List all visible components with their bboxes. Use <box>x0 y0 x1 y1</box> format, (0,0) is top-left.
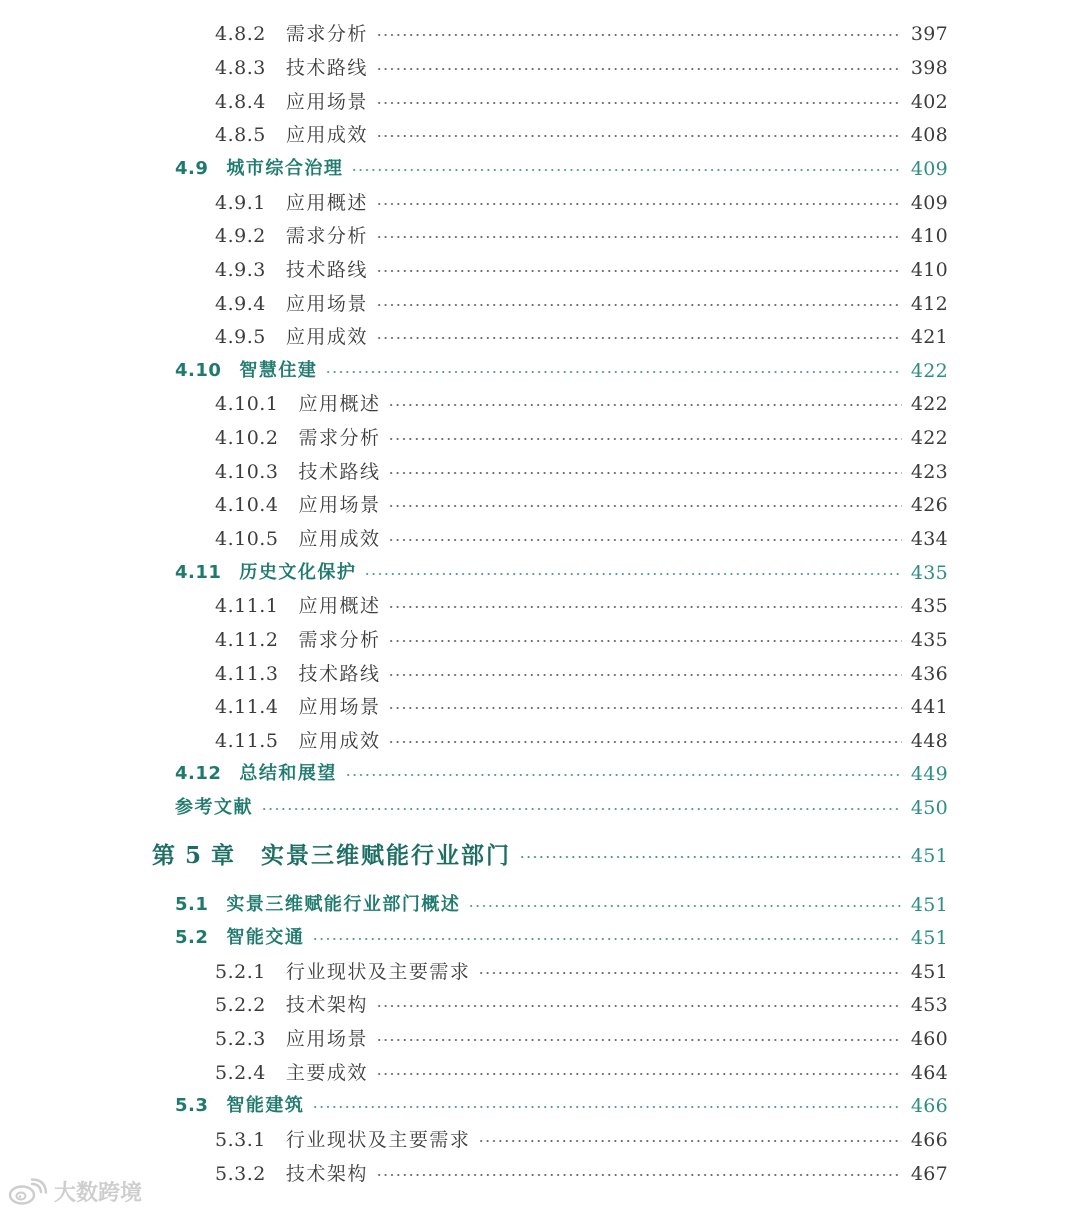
toc-entry[interactable] <box>0 589 1080 623</box>
section-number: 4.9 <box>175 158 209 179</box>
entry-page: 435 <box>910 595 948 617</box>
dot-leader <box>312 1106 902 1108</box>
entry-page: 467 <box>910 1163 948 1185</box>
toc-entry[interactable] <box>0 287 1080 321</box>
entry-page: 453 <box>910 994 948 1016</box>
references-title: 参考文献 <box>175 797 253 818</box>
entry-title: 应用概述 <box>298 393 381 415</box>
dot-leader <box>351 169 902 171</box>
entry-title: 应用概述 <box>285 192 368 214</box>
entry-page: 402 <box>910 91 948 113</box>
entry-page: 451 <box>910 961 948 983</box>
section-number: 4.12 <box>175 763 222 784</box>
dot-leader <box>364 573 902 575</box>
entry-page: 464 <box>910 1062 948 1084</box>
entry-title: 需求分析 <box>285 23 368 45</box>
dot-leader <box>388 539 902 541</box>
dot-leader <box>376 1005 902 1007</box>
dot-leader <box>376 304 902 306</box>
toc-section[interactable] <box>0 354 1080 388</box>
entry-title: 行业现状及主要需求 <box>285 1129 471 1151</box>
entry-title: 技术路线 <box>298 663 381 685</box>
toc-section[interactable] <box>0 757 1080 791</box>
entry-number: 4.11.4 <box>215 696 279 718</box>
entry-title: 技术路线 <box>298 461 381 483</box>
section-page: 466 <box>910 1095 948 1117</box>
entry-title: 应用概述 <box>298 595 381 617</box>
entry-page: 466 <box>910 1129 948 1151</box>
entry-number: 4.8.5 <box>215 124 266 146</box>
toc-entry[interactable] <box>0 186 1080 220</box>
entry-page: 408 <box>910 124 948 146</box>
toc-entry[interactable] <box>0 118 1080 152</box>
entry-title: 需求分析 <box>298 629 381 651</box>
entry-title: 技术架构 <box>285 994 368 1016</box>
section-page: 451 <box>910 927 948 949</box>
section-number: 5.3 <box>175 1095 209 1116</box>
dot-leader <box>261 808 902 810</box>
entry-number: 5.2.4 <box>215 1062 266 1084</box>
toc-entry[interactable] <box>0 1123 1080 1157</box>
dot-leader <box>325 371 902 373</box>
toc-entry[interactable] <box>0 219 1080 253</box>
entry-number: 5.2.2 <box>215 994 266 1016</box>
dot-leader <box>376 236 902 238</box>
entry-title: 应用场景 <box>285 91 368 113</box>
dot-leader <box>519 856 902 858</box>
toc-entry[interactable] <box>0 17 1080 51</box>
section-number: 4.11 <box>175 562 222 583</box>
section-title: 实景三维赋能行业部门概述 <box>226 894 461 915</box>
entry-number: 4.11.1 <box>215 595 279 617</box>
dot-leader <box>312 938 902 940</box>
entry-title: 应用场景 <box>285 293 368 315</box>
entry-number: 4.8.2 <box>215 23 266 45</box>
entry-page: 460 <box>910 1028 948 1050</box>
section-number: 5.1 <box>175 894 209 915</box>
toc-section[interactable] <box>0 152 1080 186</box>
section-title: 智慧住建 <box>239 360 318 381</box>
entry-title: 应用成效 <box>298 730 381 752</box>
dot-leader <box>388 404 902 406</box>
toc-entry[interactable] <box>0 320 1080 354</box>
entry-page: 422 <box>910 427 948 449</box>
weibo-logo-icon <box>8 1178 48 1206</box>
entry-page: 412 <box>910 293 948 315</box>
watermark <box>8 1176 142 1207</box>
section-title: 历史文化保护 <box>239 562 357 583</box>
chapter-title: 实景三维赋能行业部门 <box>261 842 512 869</box>
entry-number: 4.10.2 <box>215 427 279 449</box>
entry-number: 5.2.1 <box>215 961 266 983</box>
dot-leader <box>388 707 902 709</box>
dot-leader <box>388 640 902 642</box>
entry-number: 4.10.5 <box>215 528 279 550</box>
dot-leader <box>376 270 902 272</box>
references-page: 450 <box>910 797 948 819</box>
entry-page: 426 <box>910 494 948 516</box>
section-page: 422 <box>910 360 948 382</box>
entry-title: 主要成效 <box>285 1062 368 1084</box>
entry-page: 448 <box>910 730 948 752</box>
section-page: 435 <box>910 562 948 584</box>
section-page: 409 <box>910 158 948 180</box>
entry-number: 4.10.4 <box>215 494 279 516</box>
toc-entry[interactable] <box>0 1157 1080 1191</box>
dot-leader <box>388 674 902 676</box>
section-title: 智能建筑 <box>226 1095 305 1116</box>
toc-entry[interactable] <box>0 1022 1080 1056</box>
toc-entry[interactable] <box>0 253 1080 287</box>
chapter-number: 第 5 章 <box>152 842 236 869</box>
entry-number: 4.8.4 <box>215 91 266 113</box>
toc-entry[interactable] <box>0 988 1080 1022</box>
entry-number: 4.10.3 <box>215 461 279 483</box>
toc-entry[interactable] <box>0 455 1080 489</box>
toc-entry[interactable] <box>0 657 1080 691</box>
entry-page: 441 <box>910 696 948 718</box>
section-title: 城市综合治理 <box>226 158 344 179</box>
dot-leader <box>376 135 902 137</box>
entry-title: 技术架构 <box>285 1163 368 1185</box>
toc-section[interactable] <box>0 1089 1080 1123</box>
toc-section[interactable] <box>0 556 1080 590</box>
entry-title: 应用成效 <box>298 528 381 550</box>
toc-entry[interactable] <box>0 387 1080 421</box>
dot-leader <box>478 1140 902 1142</box>
section-page: 451 <box>910 894 948 916</box>
entry-number: 5.3.2 <box>215 1163 266 1185</box>
entry-number: 4.9.2 <box>215 225 266 247</box>
dot-leader <box>478 972 902 974</box>
toc-entry[interactable] <box>0 85 1080 119</box>
entry-page: 421 <box>910 326 948 348</box>
entry-title: 应用场景 <box>285 1028 368 1050</box>
toc-section[interactable] <box>0 888 1080 922</box>
entry-page: 410 <box>910 259 948 281</box>
entry-page: 434 <box>910 528 948 550</box>
entry-number: 5.2.3 <box>215 1028 266 1050</box>
entry-title: 行业现状及主要需求 <box>285 961 471 983</box>
dot-leader <box>376 337 902 339</box>
section-title: 总结和展望 <box>239 763 337 784</box>
section-page: 449 <box>910 763 948 785</box>
dot-leader <box>388 505 902 507</box>
toc-entry[interactable] <box>0 724 1080 758</box>
dot-leader <box>388 472 902 474</box>
entry-title: 技术路线 <box>285 57 368 79</box>
entry-page: 397 <box>910 23 948 45</box>
entry-number: 4.9.5 <box>215 326 266 348</box>
section-number: 5.2 <box>175 927 209 948</box>
entry-page: 409 <box>910 192 948 214</box>
dot-leader <box>376 1039 902 1041</box>
entry-title: 应用场景 <box>298 696 381 718</box>
entry-page: 436 <box>910 663 948 685</box>
dot-leader <box>388 741 902 743</box>
toc-entry[interactable] <box>0 955 1080 989</box>
entry-number: 4.11.5 <box>215 730 279 752</box>
section-title: 智能交通 <box>226 927 305 948</box>
entry-title: 应用成效 <box>285 124 368 146</box>
dot-leader <box>376 1073 902 1075</box>
entry-number: 4.9.1 <box>215 192 266 214</box>
entry-number: 4.9.4 <box>215 293 266 315</box>
entry-number: 4.10.1 <box>215 393 279 415</box>
entry-title: 需求分析 <box>285 225 368 247</box>
toc-entry[interactable] <box>0 522 1080 556</box>
toc-section[interactable] <box>0 921 1080 955</box>
toc-entry[interactable] <box>0 690 1080 724</box>
entry-number: 4.9.3 <box>215 259 266 281</box>
entry-page: 422 <box>910 393 948 415</box>
section-number: 4.10 <box>175 360 222 381</box>
entry-page: 410 <box>910 225 948 247</box>
toc-references[interactable] <box>0 791 1080 825</box>
entry-number: 4.11.2 <box>215 629 279 651</box>
toc-entry[interactable] <box>0 488 1080 522</box>
dot-leader <box>376 203 902 205</box>
toc-entry[interactable] <box>0 623 1080 657</box>
entry-number: 5.3.1 <box>215 1129 266 1151</box>
entry-title: 应用成效 <box>285 326 368 348</box>
dot-leader <box>388 606 902 608</box>
entry-page: 398 <box>910 57 948 79</box>
entry-title: 应用场景 <box>298 494 381 516</box>
dot-leader <box>376 1174 902 1176</box>
toc-entry[interactable] <box>0 421 1080 455</box>
dot-leader <box>468 905 902 907</box>
entry-number: 4.11.3 <box>215 663 279 685</box>
toc-entry[interactable] <box>0 1056 1080 1090</box>
entry-title: 需求分析 <box>298 427 381 449</box>
dot-leader <box>376 102 902 104</box>
toc-entry[interactable] <box>0 51 1080 85</box>
chapter-page: 451 <box>910 845 948 867</box>
dot-leader <box>345 774 902 776</box>
entry-number: 4.8.3 <box>215 57 266 79</box>
dot-leader <box>388 438 902 440</box>
toc-chapter[interactable] <box>0 836 1080 876</box>
dot-leader <box>376 68 902 70</box>
entry-page: 435 <box>910 629 948 651</box>
entry-title: 技术路线 <box>285 259 368 281</box>
watermark-text: 大数跨境 <box>54 1181 143 1206</box>
entry-page: 423 <box>910 461 948 483</box>
dot-leader <box>376 34 902 36</box>
